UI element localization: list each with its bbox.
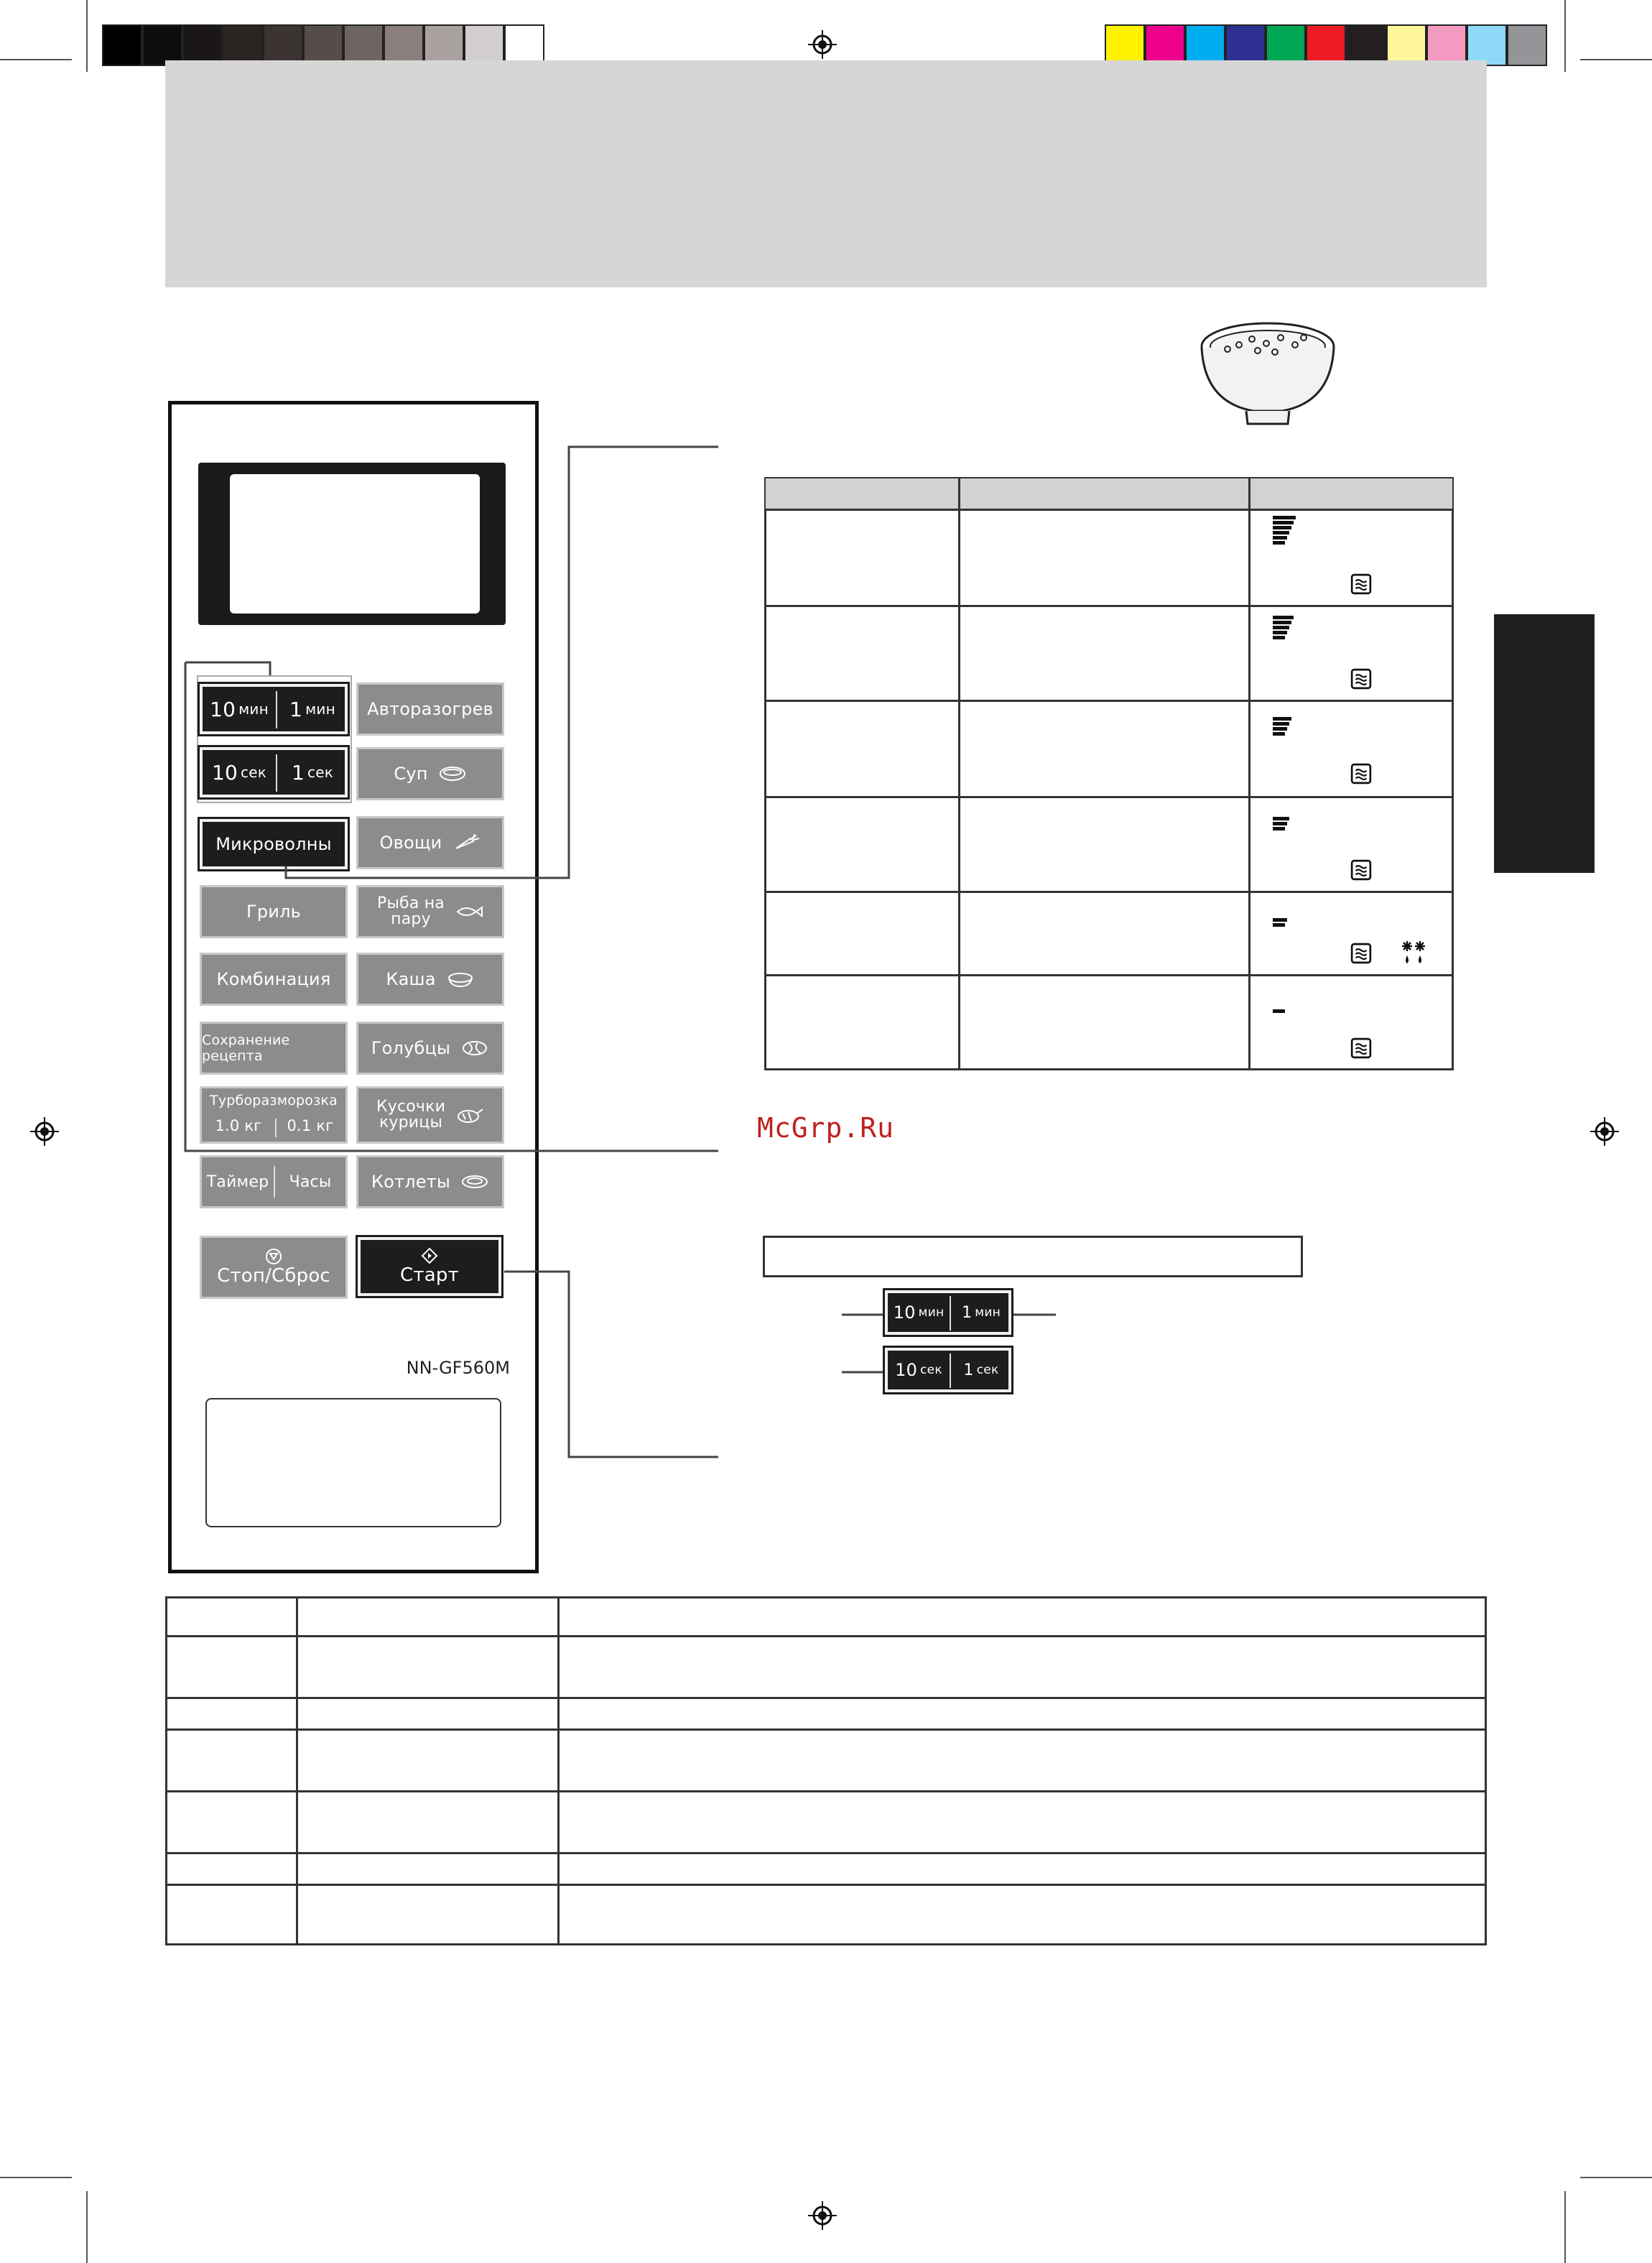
porridge-bowl-icon bbox=[446, 971, 475, 988]
crop-mark bbox=[1580, 59, 1652, 60]
carrot-icon bbox=[452, 834, 481, 851]
chicken-pieces-label: Кусочки курицы bbox=[376, 1098, 446, 1132]
table-divider bbox=[557, 1596, 560, 1945]
power-bar bbox=[1273, 516, 1296, 519]
rice-bowl-icon bbox=[1196, 316, 1340, 431]
registration-mark-icon bbox=[30, 1117, 59, 1146]
defrost-icon bbox=[1401, 940, 1426, 966]
power-level-bars bbox=[1273, 616, 1294, 641]
time-min-key-small bbox=[885, 1290, 1011, 1335]
registration-mark-icon bbox=[1590, 1117, 1619, 1146]
power-bar bbox=[1273, 621, 1291, 624]
power-bar bbox=[1273, 732, 1285, 736]
door-opener-area bbox=[205, 1398, 501, 1527]
chicken-icon bbox=[455, 1106, 484, 1124]
registration-mark-icon bbox=[808, 2201, 837, 2230]
registration-mark-icon bbox=[808, 30, 837, 59]
power-bar bbox=[1273, 526, 1291, 529]
color-swatch bbox=[102, 24, 142, 66]
watermark: McGrp.Ru bbox=[757, 1112, 895, 1144]
power-bar bbox=[1273, 521, 1294, 524]
microwave-icon bbox=[1350, 573, 1372, 595]
1-sec-button[interactable]: 1 сек bbox=[292, 760, 333, 785]
defrost-1kg-button[interactable]: 1.0 кг bbox=[215, 1117, 262, 1134]
table-divider bbox=[165, 1852, 1487, 1854]
steam-fish-button[interactable] bbox=[356, 885, 504, 938]
power-bar bbox=[1273, 626, 1289, 629]
power-level-bars bbox=[1273, 717, 1291, 737]
stop-icon bbox=[265, 1248, 282, 1265]
table-divider bbox=[958, 477, 960, 1070]
soup-bowl-icon bbox=[438, 765, 467, 782]
crop-mark bbox=[1580, 2177, 1652, 2178]
porridge-button[interactable]: Каша bbox=[356, 953, 504, 1006]
table-divider bbox=[165, 1884, 1487, 1886]
microwave-icon bbox=[1350, 763, 1372, 785]
save-recipe-button[interactable]: Сохранение рецепта bbox=[200, 1022, 348, 1075]
10-min-button[interactable]: 10 мин bbox=[210, 697, 269, 721]
button-divider bbox=[275, 1119, 277, 1137]
bottom-table bbox=[165, 1596, 1487, 1945]
1-min-button[interactable]: 1 мин bbox=[289, 697, 335, 721]
start-icon bbox=[421, 1247, 438, 1264]
fish-icon bbox=[455, 903, 483, 920]
crop-mark bbox=[0, 59, 72, 60]
table-divider bbox=[165, 1635, 1487, 1637]
display-screen bbox=[230, 474, 480, 614]
turbo-defrost-button[interactable] bbox=[200, 1086, 348, 1144]
defrost-01kg-button[interactable]: 0.1 кг bbox=[287, 1117, 334, 1134]
microwave-icon bbox=[1350, 859, 1372, 881]
power-bar bbox=[1273, 827, 1285, 830]
10-sec-key-small: 10 сек bbox=[895, 1360, 942, 1380]
section-tab bbox=[1494, 614, 1595, 873]
timer-clock-button[interactable] bbox=[200, 1155, 348, 1208]
power-bar bbox=[1273, 727, 1287, 731]
time-min-button[interactable] bbox=[200, 684, 348, 734]
time-sec-button[interactable] bbox=[200, 747, 348, 797]
start-button[interactable]: Старт bbox=[358, 1237, 501, 1296]
table-divider bbox=[165, 1697, 1487, 1699]
cabbage-roll-icon bbox=[460, 1040, 489, 1057]
turbo-defrost-label: Турборазморозка bbox=[210, 1093, 338, 1109]
microwave-button[interactable]: Микроволны bbox=[200, 819, 348, 869]
stop-reset-button[interactable]: Стоп/Сброс bbox=[200, 1236, 348, 1299]
crop-mark bbox=[1564, 0, 1566, 72]
table-divider bbox=[296, 1596, 298, 1945]
cabbage-rolls-button[interactable]: Голубцы bbox=[356, 1022, 504, 1075]
steam-fish-label: Рыба на пару bbox=[377, 894, 445, 928]
table-divider bbox=[764, 605, 1454, 607]
1-min-key-small: 1 мин bbox=[962, 1303, 1001, 1322]
table-divider bbox=[165, 1790, 1487, 1792]
power-bar bbox=[1273, 923, 1285, 927]
crop-mark bbox=[86, 2191, 88, 2263]
table-divider bbox=[764, 891, 1454, 893]
power-level-bars bbox=[1273, 817, 1289, 832]
power-bar bbox=[1273, 631, 1287, 634]
soup-button[interactable]: Суп bbox=[356, 747, 504, 800]
info-box bbox=[763, 1236, 1303, 1277]
table-divider bbox=[1248, 477, 1250, 1070]
time-keys-illustration bbox=[881, 1287, 1016, 1398]
power-bar bbox=[1273, 918, 1287, 922]
table-divider bbox=[165, 1729, 1487, 1731]
power-bar bbox=[1273, 541, 1285, 545]
header-band bbox=[165, 60, 1487, 287]
power-bar bbox=[1273, 817, 1289, 820]
combination-button[interactable]: Комбинация bbox=[200, 953, 348, 1006]
power-table-header bbox=[766, 478, 1452, 509]
power-bar bbox=[1273, 531, 1289, 534]
1-sec-key-small: 1 сек bbox=[963, 1361, 999, 1379]
grill-button[interactable]: Гриль bbox=[200, 885, 348, 938]
color-swatch bbox=[1507, 24, 1547, 66]
chicken-pieces-button[interactable] bbox=[356, 1086, 504, 1144]
microwave-icon bbox=[1350, 668, 1372, 690]
power-level-bars bbox=[1273, 1009, 1285, 1014]
power-bar bbox=[1273, 1009, 1285, 1013]
power-bar bbox=[1273, 717, 1291, 721]
timer-button[interactable]: Таймер bbox=[206, 1172, 269, 1191]
cutlet-icon bbox=[460, 1173, 489, 1190]
power-bar bbox=[1273, 536, 1287, 540]
table-divider bbox=[764, 509, 1454, 511]
power-bar bbox=[1273, 822, 1287, 825]
cutlets-button[interactable]: Котлеты bbox=[356, 1155, 504, 1208]
microwave-icon bbox=[1350, 1037, 1372, 1059]
crop-mark bbox=[0, 2177, 72, 2178]
table-divider bbox=[764, 974, 1454, 976]
power-level-bars bbox=[1273, 918, 1287, 928]
time-sec-key-small bbox=[885, 1348, 1011, 1392]
power-bar bbox=[1273, 636, 1285, 639]
clock-button[interactable]: Часы bbox=[289, 1172, 332, 1191]
power-level-bars bbox=[1273, 516, 1296, 546]
crop-mark bbox=[86, 0, 88, 72]
table-divider bbox=[764, 700, 1454, 702]
power-bar bbox=[1273, 616, 1294, 619]
microwave-icon bbox=[1350, 943, 1372, 964]
table-divider bbox=[764, 796, 1454, 798]
vegetables-button[interactable]: Овощи bbox=[356, 816, 504, 869]
10-sec-button[interactable]: 10 сек bbox=[211, 760, 266, 785]
10-min-key-small: 10 мин bbox=[893, 1302, 945, 1323]
crop-mark bbox=[1564, 2191, 1566, 2263]
power-bar bbox=[1273, 722, 1289, 726]
autoreheat-button[interactable]: Авторазогрев bbox=[356, 682, 504, 736]
model-number: NN-GF560M bbox=[406, 1358, 510, 1378]
